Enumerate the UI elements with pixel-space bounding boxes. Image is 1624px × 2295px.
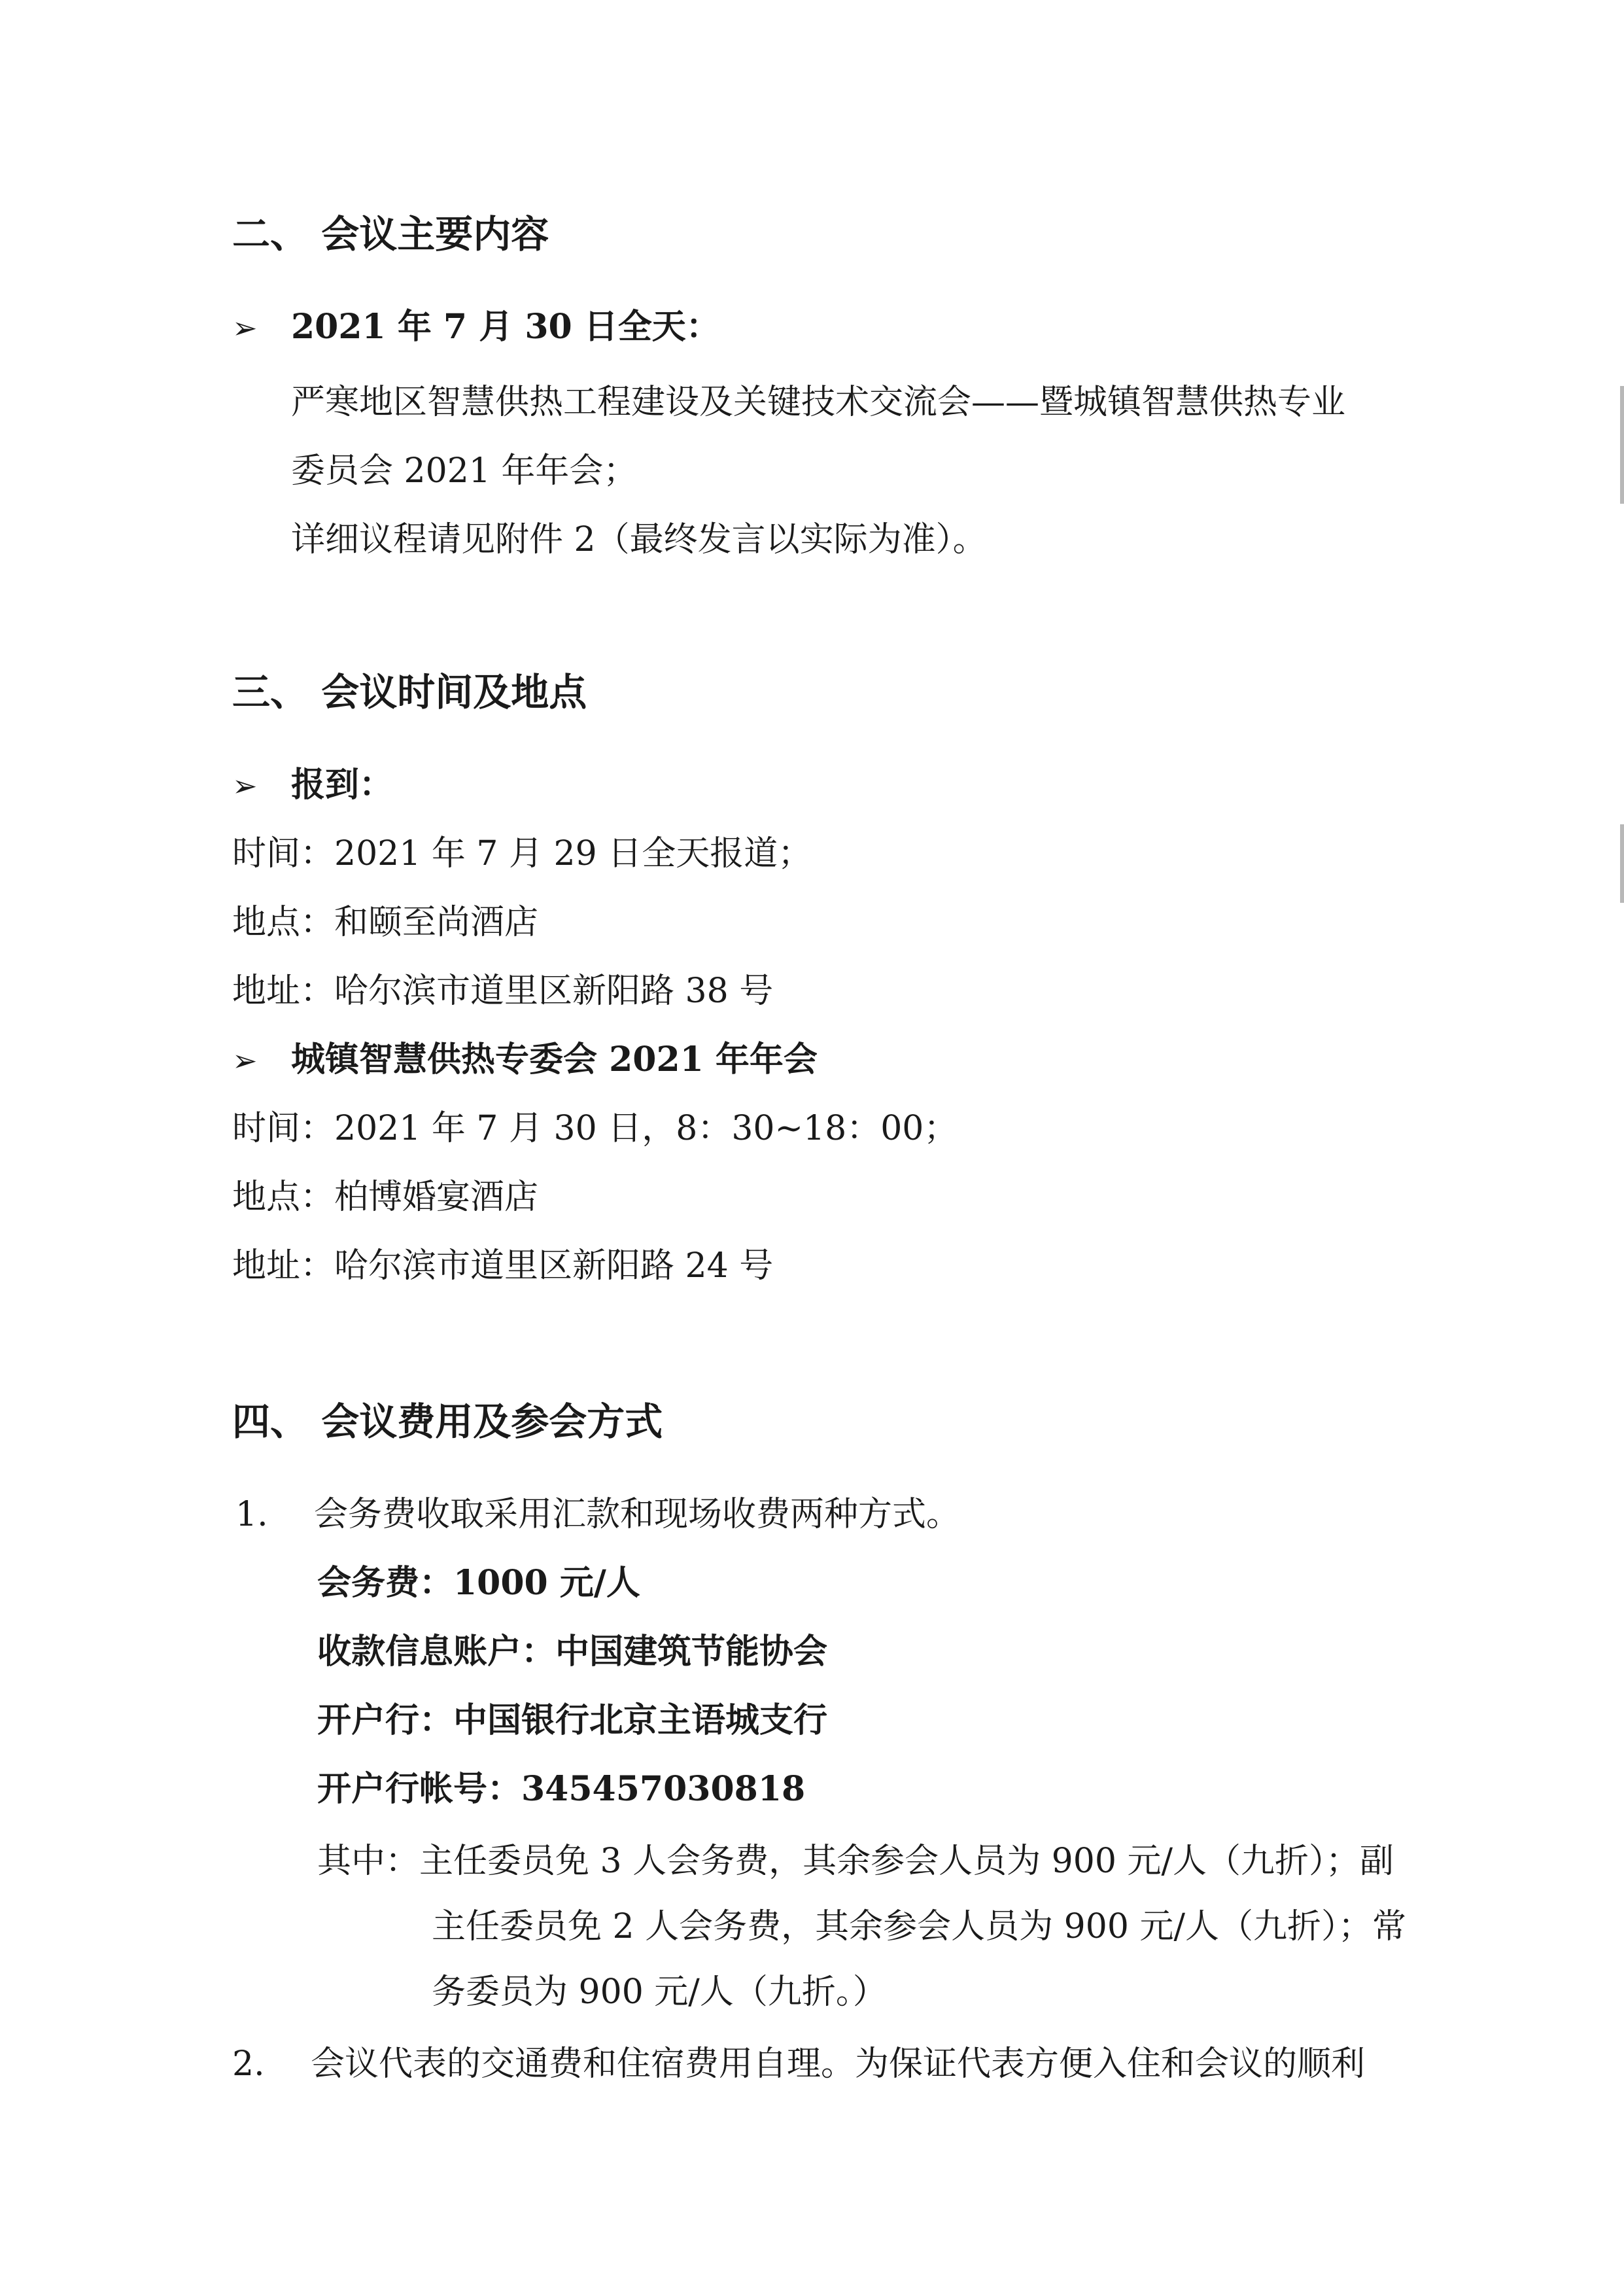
section-2-item-1-desc-line-1: 严寒地区智慧供热工程建设及关键技术交流会——暨城镇智慧供热专业 [291,383,1346,422]
arrow-bullet-icon: ➢ [232,768,258,803]
fee-item-2-text: 会议代表的交通费和住宿费用自理。为保证代表方便入住和会议的顺利 [311,2044,1366,2084]
section-2-item-1-desc-line-3: 详细议程请见附件 2（最终发言以实际为准）。 [291,520,987,559]
annual-meeting-address: 地址：哈尔滨市道里区新阳路 24 号 [232,1246,774,1286]
annual-meeting-place: 地点：柏博婚宴酒店 [232,1178,539,1217]
section-2-item-1-title-row [232,307,720,347]
registration-time: 时间：2021 年 7 月 29 日全天报道； [232,834,812,873]
arrow-bullet-icon: ➢ [232,310,258,345]
fee-item-1-text: 会务费收取采用汇款和现场收费两种方式。 [314,1495,961,1534]
fee-note-line-1: 其中：主任委员免 3 人会务费，其余参会人员为 900 元/人（九折）；副 [317,1842,1394,1881]
list-number: 2. [232,2044,265,2084]
section-2-item-1-title: 2021 年 7 月 30 日全天： [291,307,720,347]
registration-place: 地点：和颐至尚酒店 [232,903,539,942]
fee-account: 收款信息账户：中国建筑节能协会 [317,1632,828,1672]
fee-item-2-row [232,2044,1365,2084]
fee-amount: 会务费：1000 元/人 [317,1563,640,1603]
registration-address: 地址：哈尔滨市道里区新阳路 38 号 [232,972,774,1011]
section-2-heading: 二、 会议主要内容 [232,212,549,256]
section-3-heading: 三、 会议时间及地点 [232,670,587,714]
fee-item-1-row [235,1495,960,1534]
annual-meeting-title-row [232,1040,818,1080]
section-2-item-1-desc-line-2: 委员会 2021 年年会； [291,451,638,491]
fee-bank: 开户行：中国银行北京主语城支行 [317,1700,828,1740]
scan-edge-mark [1620,824,1624,903]
fee-note-line-3: 务委员为 900 元/人（九折。） [432,1972,887,2012]
fee-account-number: 开户行帐号：345457030818 [317,1769,806,1809]
annual-meeting-time: 时间：2021 年 7 月 30 日，8：30~18：00； [232,1109,958,1148]
registration-title-row [232,765,393,805]
arrow-bullet-icon: ➢ [232,1043,258,1078]
list-number: 1. [235,1495,268,1534]
annual-meeting-title: 城镇智慧供热专委会 2021 年年会 [291,1040,818,1079]
section-4-heading: 四、 会议费用及参会方式 [232,1399,663,1444]
fee-note-line-2: 主任委员免 2 人会务费，其余参会人员为 900 元/人（九折）；常 [432,1907,1406,1946]
scan-edge-mark [1620,386,1624,504]
registration-title: 报到： [291,765,394,805]
